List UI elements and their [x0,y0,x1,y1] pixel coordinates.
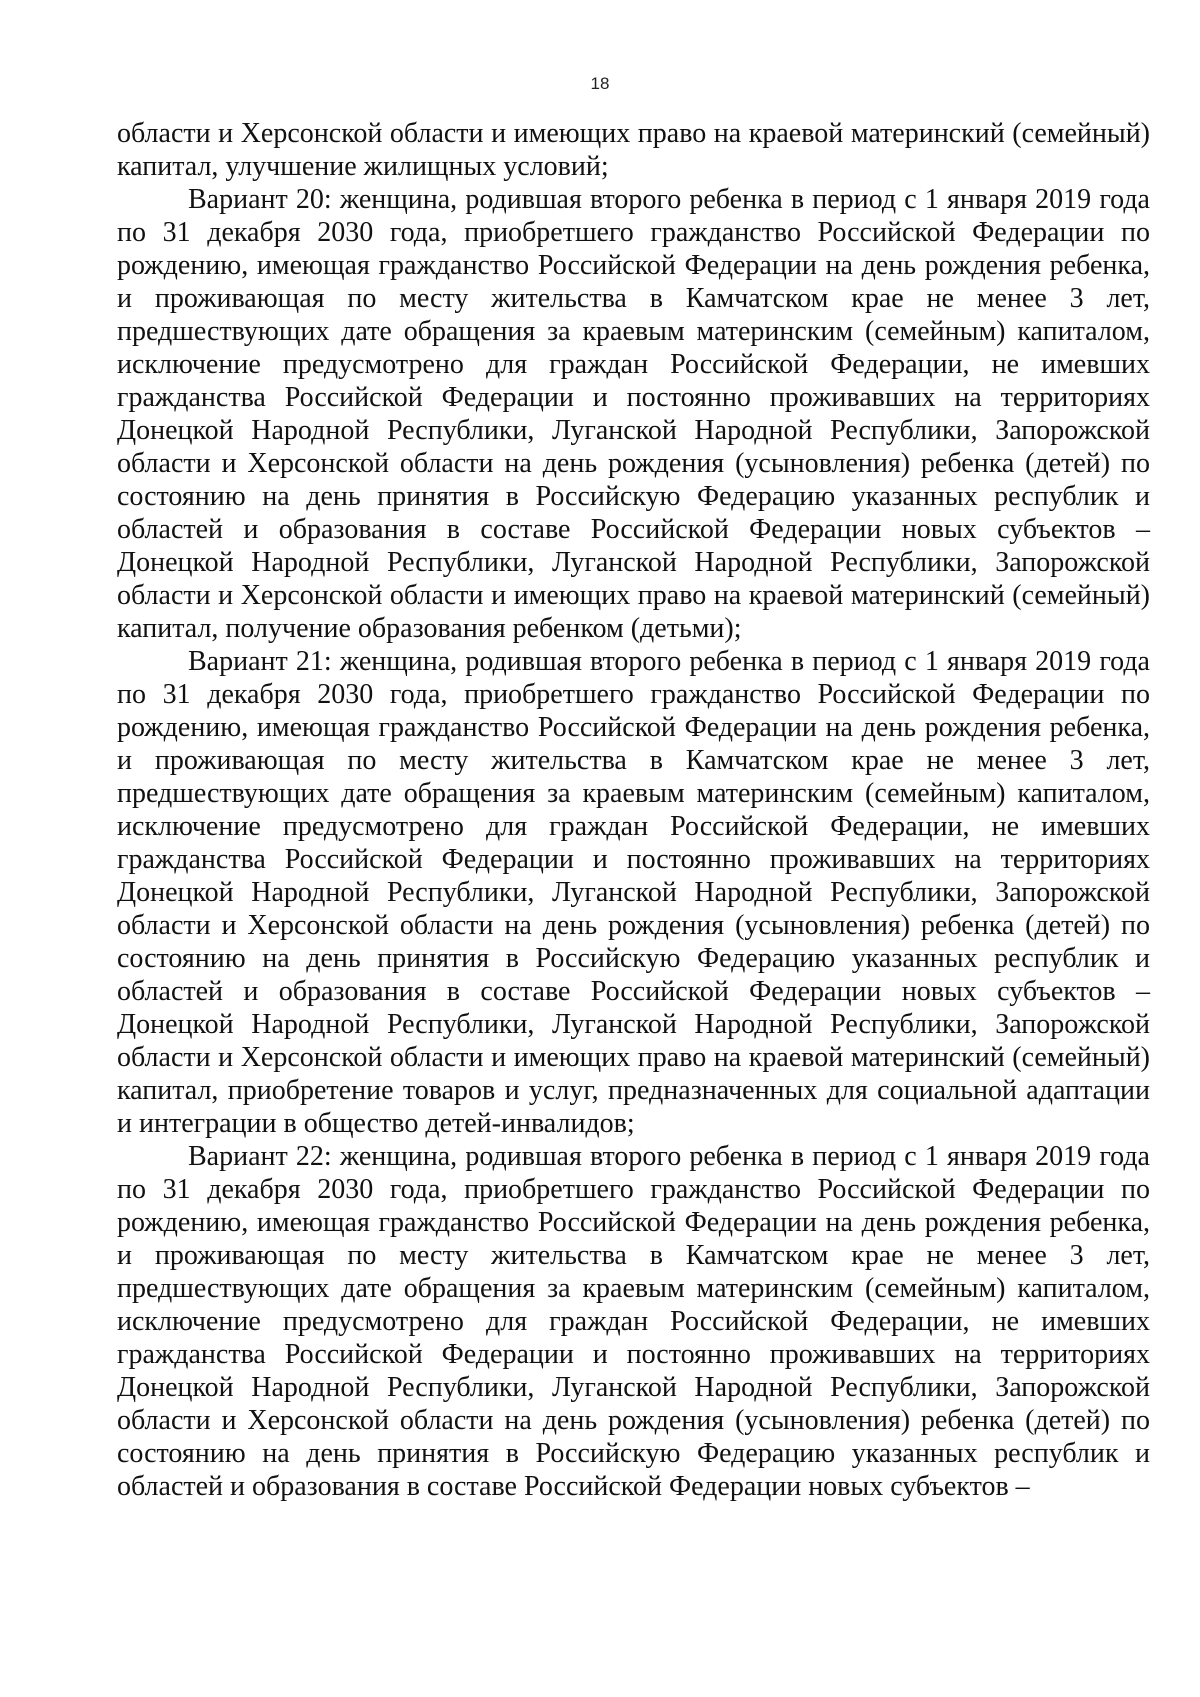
page-number: 18 [590,74,610,93]
document-body [117,117,1150,1503]
paragraph-continuation: области и Херсонской области и имеющих право на краевой материнский (семейный) капитал, улучшение жилищных условий; [117,118,1150,182]
paragraph-variant-22: Вариант 22: женщина, родившая второго ребенка в период с 1 января 2019 года по 31 декабря 2030 года, приобретшего гражданство Российской Федерации по рождению, имеющая гражданство Российской Федерации на день рождения ребенка, и проживающая по месту жительства в Камчатском крае не менее 3 лет, предшествующих дате обращения за краевым материнским (семейным) капиталом, исключение предусмотрено для граждан Российской Федерации, не имевших гражданства Российской Федерации и постоянно проживавших на территориях Донецкой Народной Республики, Луганской Народной Республики, Запорожской области и Херсонской области на день рождения (усыновления) ребенка (детей) по состоянию на день принятия в Российскую Федерацию указанных республик и областей и образования в составе Российской Федерации новых субъектов – [117,1141,1150,1502]
paragraph-variant-20: Вариант 20: женщина, родившая второго ребенка в период с 1 января 2019 года по 31 декабря 2030 года, приобретшего гражданство Российской Федерации по рождению, имеющая гражданство Российской Федерации на день рождения ребенка, и проживающая по месту жительства в Камчатском крае не менее 3 лет, предшествующих дате обращения за краевым материнским (семейным) капиталом, исключение предусмотрено для граждан Российской Федерации, не имевших гражданства Российской Федерации и постоянно проживавших на территориях Донецкой Народной Республики, Луганской Народной Республики, Запорожской области и Херсонской области на день рождения (усыновления) ребенка (детей) по состоянию на день принятия в Российскую Федерацию указанных республик и областей и образования в составе Российской Федерации новых субъектов – Донецкой Народной Республики, Луганской Народной Республики, Запорожской области и Херсонской области и имеющих право на краевой материнский (семейный) капитал, получение образования ребенком (детьми); [117,184,1150,644]
paragraph-variant-21: Вариант 21: женщина, родившая второго ребенка в период с 1 января 2019 года по 31 декабря 2030 года, приобретшего гражданство Российской Федерации по рождению, имеющая гражданство Российской Федерации на день рождения ребенка, и проживающая по месту жительства в Камчатском крае не менее 3 лет, предшествующих дате обращения за краевым материнским (семейным) капиталом, исключение предусмотрено для граждан Российской Федерации, не имевших гражданства Российской Федерации и постоянно проживавших на территориях Донецкой Народной Республики, Луганской Народной Республики, Запорожской области и Херсонской области на день рождения (усыновления) ребенка (детей) по состоянию на день принятия в Российскую Федерацию указанных республик и областей и образования в составе Российской Федерации новых субъектов – Донецкой Народной Республики, Луганской Народной Республики, Запорожской области и Херсонской области и имеющих право на краевой материнский (семейный) капитал, приобретение товаров и услуг, предназначенных для социальной адаптации и интеграции в общество детей-инвалидов; [117,646,1150,1139]
